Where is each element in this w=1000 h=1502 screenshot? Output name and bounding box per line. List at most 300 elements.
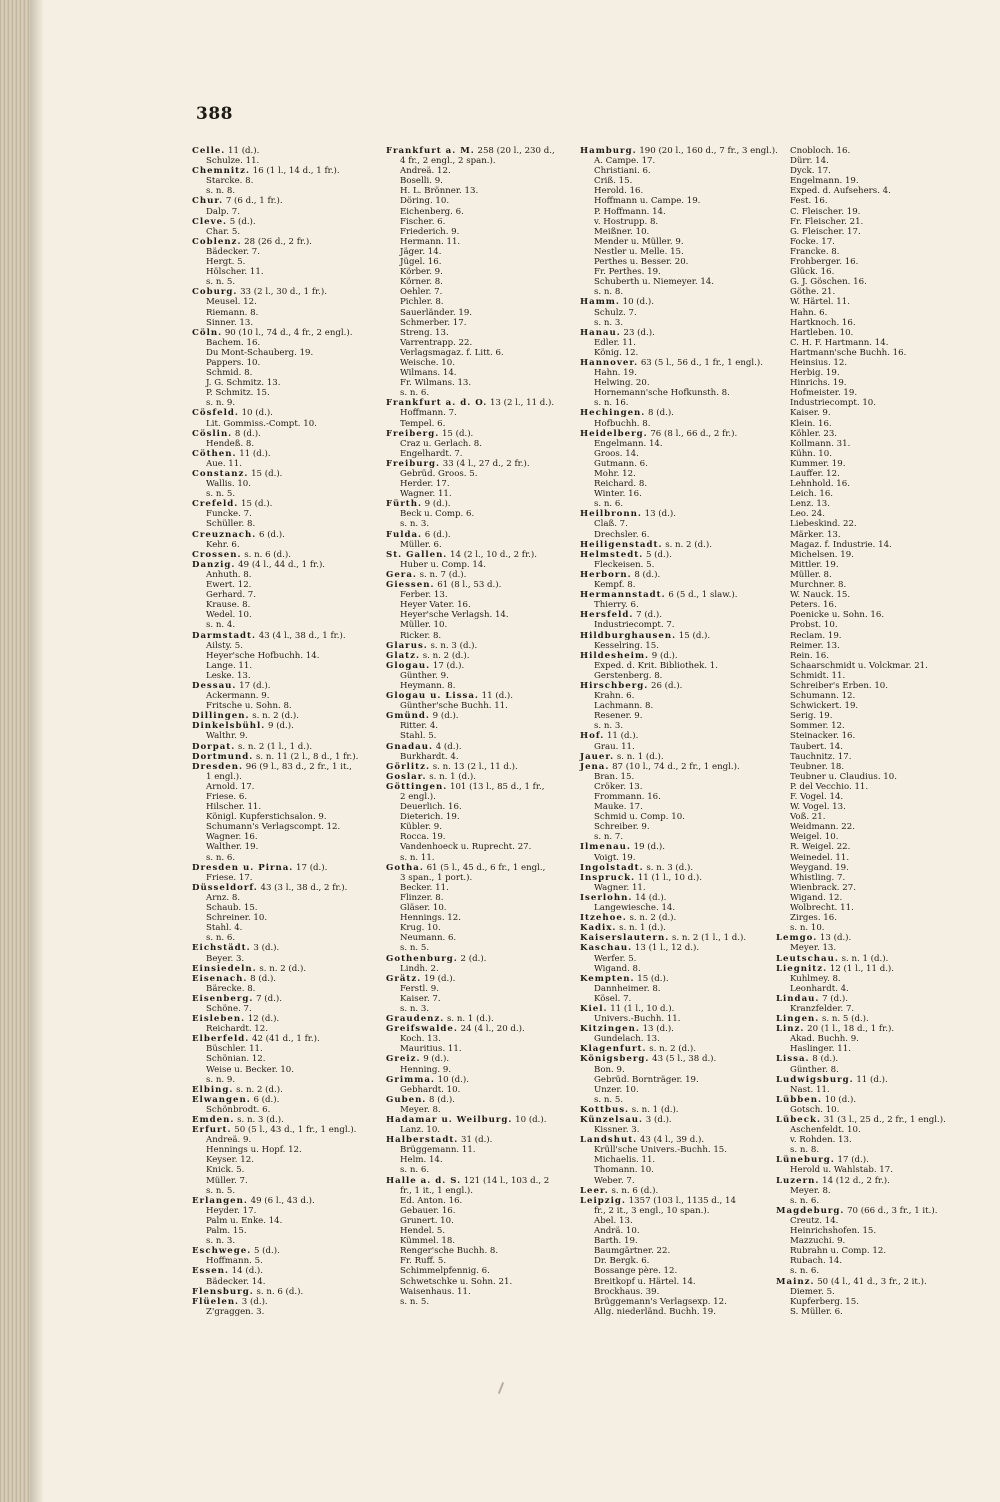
city-count: 17 (d.).	[837, 1155, 869, 1166]
city-entry	[192, 449, 372, 459]
city-name: Freiburg.	[386, 458, 440, 469]
city-name: Halle a. d. S.	[386, 1175, 462, 1186]
publisher-entry: W. Vogel. 13.	[790, 802, 846, 813]
city-name: Kempten.	[580, 973, 635, 984]
publisher-entry: Schreiner. 10.	[206, 913, 268, 924]
city-entry	[192, 328, 372, 338]
city-entry	[580, 933, 760, 943]
publisher-entry: Groos. 14.	[594, 448, 639, 459]
city-count: 1357 (103 l., 1135 d., 14	[628, 1195, 736, 1206]
city-count: 7 (6 d., 1 fr.).	[225, 196, 283, 207]
city-entry	[192, 711, 372, 721]
city-count: 23 (d.).	[623, 327, 655, 338]
publisher-entry: Gebhardt. 10.	[400, 1084, 461, 1095]
city-count: 61 (8 l., 53 d.).	[437, 580, 502, 591]
city-entry	[776, 1024, 956, 1034]
city-name: Liegnitz.	[776, 963, 828, 974]
publisher-entry: Funcke. 7.	[206, 509, 252, 520]
city-count: 43 (5 l., 38 d.).	[652, 1054, 717, 1065]
city-name: Helmstedt.	[580, 549, 644, 560]
publisher-entry: Du Mont-Schauberg. 19.	[206, 347, 314, 358]
city-name: Erfurt.	[192, 1125, 232, 1136]
publisher-entry: Pappers. 10.	[206, 357, 261, 368]
publisher-entry: Lindh. 2.	[400, 963, 439, 974]
publisher-entry: Werfer. 5.	[594, 953, 637, 964]
city-name: Flüelen.	[192, 1296, 240, 1307]
publisher-entry: Schmid. 8.	[206, 368, 253, 379]
city-name: Dinkelsbühl.	[192, 721, 266, 732]
city-entry	[386, 954, 566, 964]
publisher-entry: s. n. 3.	[400, 519, 430, 530]
publisher-entry: Reclam. 19.	[790, 630, 842, 641]
publisher-entry: Beyer. 3.	[206, 953, 245, 964]
city-count: 17 (d.).	[239, 680, 271, 691]
entry-continuation: 4 fr., 2 engl., 2 span.).	[400, 156, 496, 167]
publisher-entry: Koch. 13.	[400, 1034, 441, 1045]
city-entry	[386, 661, 566, 671]
publisher-entry: Lauffer. 12.	[790, 469, 840, 479]
city-entry	[776, 1054, 956, 1064]
publisher-entry: Lit. Gommiss.-Compt. 10.	[206, 418, 317, 429]
city-name: Herborn.	[580, 569, 632, 580]
column-1	[192, 146, 372, 1317]
city-count: 42 (41 d., 1 fr.).	[251, 1034, 320, 1045]
city-entry	[580, 762, 760, 772]
publisher-entry: Friese. 6.	[206, 792, 248, 802]
publisher-entry: Vandenhoeck u. Ruprecht. 27.	[400, 842, 532, 853]
city-count: 26 (d.).	[650, 680, 683, 691]
publisher-entry: Unzer. 10.	[594, 1084, 639, 1095]
publisher-entry: Sommer. 12.	[790, 721, 845, 732]
publisher-entry: Schmidt. 11.	[790, 670, 846, 681]
publisher-entry: Bachem. 16.	[206, 337, 261, 348]
city-name: Halberstadt.	[386, 1135, 459, 1146]
city-count: 11 (d.).	[239, 448, 271, 459]
city-count: 6 (d.).	[424, 529, 451, 540]
city-count: s. n. 6 (d.).	[611, 1185, 659, 1196]
publisher-entry: G. J. Göschen. 16.	[790, 277, 867, 288]
publisher-entry: Wagner. 16.	[206, 832, 258, 843]
city-entry	[580, 1186, 760, 1196]
city-entry	[386, 499, 566, 509]
city-count: 70 (66 d., 3 fr., 1 it.).	[847, 1205, 938, 1216]
publisher-entry: s. n. 11.	[400, 852, 435, 863]
city-name: Frankfurt a. M.	[386, 146, 475, 156]
publisher-entry: Andreä. 12.	[400, 166, 451, 177]
entry-continuation: 2 engl.).	[400, 792, 436, 802]
city-count: 10 (d.).	[515, 1115, 547, 1125]
publisher-entry: Kranzfelder. 7.	[790, 1003, 855, 1014]
city-entry	[386, 1135, 566, 1145]
publisher-entry: v. Hostrupp. 8.	[594, 216, 659, 227]
publisher-entry: Gundelach. 13.	[594, 1034, 660, 1045]
publisher-entry: Jügel. 16.	[400, 257, 442, 268]
city-name: Greiz.	[386, 1054, 421, 1065]
city-name: Crefeld.	[192, 499, 239, 510]
publisher-entry: Weygand. 19.	[790, 862, 849, 873]
publisher-entry: Voigt. 19.	[594, 852, 636, 863]
city-entry	[192, 1266, 372, 1276]
city-name: Ludwigsburg.	[776, 1074, 854, 1085]
publisher-entry: Fr. Ruff. 5.	[400, 1256, 447, 1267]
publisher-entry: Sinner. 13.	[206, 317, 254, 328]
city-entry	[386, 1075, 566, 1085]
city-name: Giessen.	[386, 580, 435, 591]
publisher-entry: Schaarschmidt u. Volckmar. 21.	[790, 660, 928, 671]
publisher-entry: Bossange père. 12.	[594, 1266, 678, 1277]
city-name: Coblenz.	[192, 236, 242, 247]
pencil-mark	[498, 1382, 504, 1394]
publisher-entry: Peters. 16.	[790, 600, 837, 611]
publisher-entry: Büschler. 11.	[206, 1044, 263, 1055]
city-entry	[386, 863, 566, 873]
publisher-entry: W. Härtel. 11.	[790, 297, 850, 308]
publisher-entry: Reimer. 13.	[790, 640, 840, 651]
city-name: Emden.	[192, 1115, 235, 1125]
publisher-entry: Gerstenberg. 8.	[594, 670, 663, 681]
city-count: 6 (5 d., 1 slaw.).	[668, 590, 738, 601]
publisher-entry: Meusel. 12.	[206, 297, 257, 308]
city-name: Hersfeld.	[580, 610, 634, 621]
publisher-entry: Boselli. 9.	[400, 176, 443, 187]
publisher-entry: Ailsty. 5.	[206, 640, 243, 651]
publisher-entry: Winter. 16.	[594, 489, 642, 500]
city-entry	[192, 217, 372, 227]
city-name: Lübben.	[776, 1094, 823, 1105]
city-name: Lingen.	[776, 1014, 820, 1025]
publisher-entry: Fr. Wilmans. 13.	[400, 378, 472, 389]
city-name: Lemgo.	[776, 933, 818, 944]
city-count: 43 (4 l., 39 d.).	[639, 1135, 705, 1146]
city-name: Hadamar u. Weilburg.	[386, 1115, 513, 1125]
city-entry	[386, 1095, 566, 1105]
publisher-entry: s. n. 7.	[594, 832, 624, 843]
publisher-entry: Schumann. 12.	[790, 691, 856, 702]
publisher-entry: Allg. niederländ. Buchh. 19.	[594, 1306, 716, 1317]
city-name: Danzig.	[192, 559, 236, 570]
publisher-entry: Schöne. 7.	[206, 1003, 252, 1014]
city-count: s. n. 2 (1 l., 1 d.).	[238, 741, 313, 752]
publisher-entry: Knick. 5.	[206, 1165, 245, 1176]
city-entry	[386, 1014, 566, 1024]
publisher-entry: Hartleben. 10.	[790, 327, 854, 338]
city-name: Freiberg.	[386, 428, 440, 439]
city-entry	[580, 328, 760, 338]
city-count: 14 (d.).	[635, 892, 667, 903]
city-name: Kadix.	[580, 923, 617, 934]
publisher-entry: Krause. 8.	[206, 600, 251, 611]
publisher-entry: Claß. 7.	[594, 519, 628, 530]
city-entry	[580, 1024, 760, 1034]
city-entry	[580, 1135, 760, 1145]
city-entry	[192, 1246, 372, 1256]
publisher-entry: Fischer. 6.	[400, 216, 446, 227]
publisher-entry: Starcke. 8.	[206, 176, 254, 187]
publisher-entry: Hofmeister. 19.	[790, 388, 858, 399]
city-entry	[580, 540, 760, 550]
city-name: Dresden u. Pirna.	[192, 862, 294, 873]
publisher-entry: Kümmel. 18.	[400, 1236, 456, 1247]
city-entry	[192, 1085, 372, 1095]
city-entry	[192, 943, 372, 953]
publisher-entry: Weische. 10.	[400, 357, 455, 368]
publisher-entry: Akad. Buchh. 9.	[790, 1034, 859, 1045]
city-count: s. n. 13 (2 l., 11 d.).	[432, 761, 518, 772]
publisher-entry: s. n. 8.	[594, 287, 624, 298]
publisher-entry: Kempf. 8.	[594, 580, 636, 591]
publisher-entry: Palm. 15.	[206, 1226, 247, 1237]
city-name: Guben.	[386, 1094, 427, 1105]
city-count: s. n. 5 (d.).	[822, 1014, 869, 1025]
city-count: 4 (d.).	[435, 741, 462, 752]
city-entry	[580, 873, 760, 883]
city-name: Hirschberg.	[580, 680, 649, 691]
city-count: 14 (d.).	[231, 1266, 264, 1277]
city-name: Glarus.	[386, 640, 428, 651]
city-name: Lissa.	[776, 1054, 810, 1065]
publisher-entry: Barth. 19.	[594, 1236, 638, 1247]
publisher-entry: Rocca. 19.	[400, 832, 446, 843]
city-count: 7 (d.).	[256, 993, 282, 1004]
publisher-entry: Waisenhaus. 11.	[400, 1286, 471, 1297]
publisher-entry: Perthes u. Besser. 20.	[594, 257, 689, 268]
city-entry	[192, 631, 372, 641]
publisher-entry: Meißner. 10.	[594, 226, 650, 237]
publisher-entry: Dyck. 17.	[790, 166, 831, 177]
publisher-entry: Mohr. 12.	[594, 469, 636, 479]
publisher-entry: Weber. 7.	[594, 1175, 635, 1186]
city-count: 9 (d.).	[268, 721, 294, 732]
city-entry	[580, 1004, 760, 1014]
publisher-entry: Brockhaus. 39.	[594, 1286, 660, 1297]
publisher-entry: Heyder. 17.	[206, 1205, 257, 1216]
city-count: 8 (d.).	[234, 428, 261, 439]
publisher-entry: Arnold. 17.	[206, 781, 255, 792]
city-count: 31 (d.).	[461, 1135, 493, 1146]
publisher-entry: Fr. Fleischer. 21.	[790, 216, 864, 227]
publisher-entry: Tauchnitz. 17.	[790, 751, 852, 762]
city-count: 43 (4 l., 38 d., 1 fr.).	[258, 630, 346, 641]
city-count: s. n. 2 (1 l., 1 d.).	[672, 933, 747, 944]
city-count: 12 (d.).	[247, 1014, 280, 1025]
publisher-entry: Engelhardt. 7.	[400, 448, 463, 459]
city-count: 6 (d.).	[259, 529, 285, 540]
city-name: Cöslin.	[192, 428, 233, 439]
publisher-entry: Friese. 17.	[206, 872, 253, 883]
city-name: Hannover.	[580, 357, 639, 368]
publisher-entry: Körber. 9.	[400, 267, 443, 278]
city-name: Königsberg.	[580, 1054, 650, 1065]
publisher-entry: s. n. 9.	[206, 398, 236, 409]
city-count: s. n. 6 (d.).	[244, 549, 291, 560]
publisher-entry: Rubrahn u. Comp. 12.	[790, 1246, 887, 1257]
publisher-entry: Hoffmann. 5.	[206, 1256, 263, 1267]
publisher-entry: Aschenfeldt. 10.	[790, 1125, 861, 1136]
publisher-entry: s. n. 3.	[206, 1236, 236, 1247]
publisher-entry: Hölscher. 11.	[206, 267, 264, 278]
publisher-entry: Wienbrack. 27.	[790, 882, 856, 893]
city-entry	[192, 530, 372, 540]
city-entry	[580, 550, 760, 560]
publisher-entry: Bädecker. 7.	[206, 246, 260, 257]
city-name: Grätz.	[386, 973, 422, 984]
city-count: s. n. 6 (d.).	[256, 1286, 304, 1297]
publisher-entry: Deuerlich. 16.	[400, 802, 462, 813]
city-count: s. n. 1 (d.).	[631, 1104, 679, 1115]
city-entry	[580, 1196, 760, 1206]
publisher-entry: Hendeß. 8.	[206, 438, 255, 449]
publisher-entry: Riemann. 8.	[206, 307, 259, 318]
city-name: Heidelberg.	[580, 428, 648, 439]
city-entry	[580, 731, 760, 741]
publisher-entry: Hoffmann. 7.	[400, 408, 457, 419]
city-name: Cöln.	[192, 327, 223, 338]
city-name: Heilbronn.	[580, 509, 642, 520]
publisher-entry: Bon. 9.	[594, 1064, 625, 1075]
publisher-entry: Göthe. 21.	[790, 287, 836, 298]
city-entry	[192, 1297, 372, 1307]
city-count: 20 (1 l., 18 d., 1 fr.).	[807, 1024, 895, 1035]
city-count: s. n. 2 (d.).	[236, 1084, 283, 1095]
publisher-entry: Königl. Kupferstichsalon. 9.	[206, 812, 327, 823]
publisher-entry: Weidmann. 22.	[790, 822, 855, 833]
city-entry	[580, 509, 760, 519]
city-name: Eichstädt.	[192, 943, 251, 954]
city-entry	[192, 742, 372, 752]
publisher-entry: Schönian. 12.	[206, 1054, 266, 1065]
city-name: Hechingen.	[580, 408, 646, 419]
publisher-entry: Dr. Bergk. 6.	[594, 1256, 650, 1267]
publisher-entry: Poenicke u. Sohn. 16.	[790, 610, 885, 621]
publisher-entry: Henning. 9.	[400, 1064, 452, 1075]
publisher-entry: Sauerländer. 19.	[400, 307, 473, 318]
publisher-entry: Schmerber. 17.	[400, 317, 467, 328]
city-count: 13 (2 l., 11 d.).	[489, 398, 555, 409]
publisher-entry: Michelsen. 19.	[790, 549, 854, 560]
city-entry	[386, 742, 566, 752]
city-name: Ingolstadt.	[580, 862, 644, 873]
publisher-entry: Heyer'sche Hofbuchh. 14.	[206, 650, 320, 661]
city-count: 258 (20 l., 230 d.,	[477, 146, 555, 156]
column-4	[776, 146, 956, 1317]
publisher-entry: Gutmann. 6.	[594, 458, 648, 469]
publisher-entry: Leske. 13.	[206, 670, 251, 681]
city-entry	[386, 1054, 566, 1064]
publisher-entry: Arnz. 8.	[206, 892, 241, 903]
publisher-entry: P. Hoffmann. 14.	[594, 206, 666, 217]
publisher-entry: Leonhardt. 4.	[790, 983, 849, 994]
city-entry	[776, 1115, 956, 1125]
city-entry	[386, 691, 566, 701]
city-name: Heiligenstadt.	[580, 539, 663, 550]
publisher-entry: s. n. 5.	[206, 277, 236, 288]
city-count: s. n. 2 (d.).	[259, 963, 307, 974]
city-entry	[386, 1176, 566, 1186]
publisher-entry: Leich. 16.	[790, 489, 834, 500]
city-entry	[580, 752, 760, 762]
publisher-entry: Schwetschke u. Sohn. 21.	[400, 1276, 513, 1287]
publisher-entry: Andreä. 9.	[206, 1135, 252, 1146]
city-entry	[776, 1176, 956, 1186]
city-count: s. n. 11 (2 l., 8 d., 1 fr.).	[256, 751, 359, 762]
publisher-entry: Kösel. 7.	[594, 993, 632, 1004]
city-entry	[386, 782, 566, 792]
city-name: Eschwege.	[192, 1246, 252, 1257]
city-name: Hildesheim.	[580, 650, 650, 661]
publisher-entry: Heinsius. 12.	[790, 357, 848, 368]
city-name: Erlangen.	[192, 1195, 248, 1206]
publisher-entry: Cnobloch. 16.	[790, 146, 851, 156]
publisher-entry: Frommann. 16.	[594, 792, 661, 802]
publisher-entry: Francke. 8.	[790, 246, 840, 257]
city-count: 10 (d.).	[622, 297, 654, 308]
city-entry	[192, 1014, 372, 1024]
city-count: s. n. 3 (d.).	[646, 862, 694, 873]
city-name: Glogau u. Lissa.	[386, 691, 479, 702]
city-name: Hamburg.	[580, 146, 637, 156]
publisher-entry: Ferstl. 9.	[400, 983, 439, 994]
publisher-entry: Schulz. 7.	[594, 307, 637, 318]
publisher-entry: Aue. 11.	[206, 458, 242, 469]
city-name: Hermannstadt.	[580, 590, 666, 601]
publisher-entry: Hennings u. Hopf. 12.	[206, 1145, 302, 1156]
publisher-entry: Kesselring. 15.	[594, 640, 659, 651]
city-name: Hildburghausen.	[580, 630, 677, 641]
city-count: 3 (d.).	[253, 943, 280, 954]
publisher-entry: s. n. 8.	[206, 186, 236, 197]
publisher-entry: Industriecompt. 7.	[594, 620, 675, 631]
city-entry	[386, 1024, 566, 1034]
publisher-entry: Jäger. 14.	[400, 246, 442, 257]
publisher-entry: Streng. 13.	[400, 327, 449, 338]
publisher-entry: Günther. 9.	[400, 670, 449, 681]
publisher-entry: Wagner. 11.	[400, 489, 452, 500]
publisher-entry: Leo. 24.	[790, 509, 825, 520]
publisher-entry: Engelmann. 19.	[790, 176, 859, 187]
publisher-entry: Ritter. 4.	[400, 721, 439, 732]
publisher-entry: Schüller. 8.	[206, 519, 256, 530]
city-name: Flensburg.	[192, 1286, 254, 1297]
city-name: Einsiedeln.	[192, 963, 257, 974]
publisher-entry: Mazzuchi. 9.	[790, 1236, 846, 1247]
publisher-entry: Hennings. 12.	[400, 913, 461, 924]
city-count: 96 (9 l., 83 d., 2 fr., 1 it.,	[245, 761, 352, 772]
publisher-entry: Heinrichshofen. 15.	[790, 1226, 877, 1237]
publisher-entry: Weise u. Becker. 10.	[206, 1064, 294, 1075]
publisher-entry: Fr. Perthes. 19.	[594, 267, 661, 278]
city-count: 6 (d.).	[253, 1094, 280, 1105]
publisher-entry: Teubner. 18.	[790, 761, 845, 772]
publisher-entry: Abel. 13.	[594, 1215, 633, 1226]
publisher-entry: Ewert. 12.	[206, 580, 252, 591]
publisher-entry: Gebauer. 16.	[400, 1205, 456, 1216]
publisher-entry: Exped. d. Aufsehers. 4.	[790, 186, 891, 197]
city-entry	[580, 297, 760, 307]
city-name: Kottbus.	[580, 1104, 630, 1115]
city-count: 15 (d.).	[251, 469, 283, 479]
publisher-entry: Dieterich. 19.	[400, 812, 460, 823]
publisher-entry: Teubner u. Claudius. 10.	[790, 771, 897, 782]
publisher-entry: C. H. F. Hartmann. 14.	[790, 337, 889, 348]
city-name: Lübeck.	[776, 1115, 821, 1125]
city-name: Magdeburg.	[776, 1205, 845, 1216]
city-entry	[580, 631, 760, 641]
publisher-entry: Schulze. 11.	[206, 156, 260, 167]
city-entry	[386, 580, 566, 590]
city-entry	[192, 550, 372, 560]
publisher-entry: Reichardt. 12.	[206, 1024, 268, 1035]
publisher-entry: Günther. 8.	[790, 1064, 839, 1075]
